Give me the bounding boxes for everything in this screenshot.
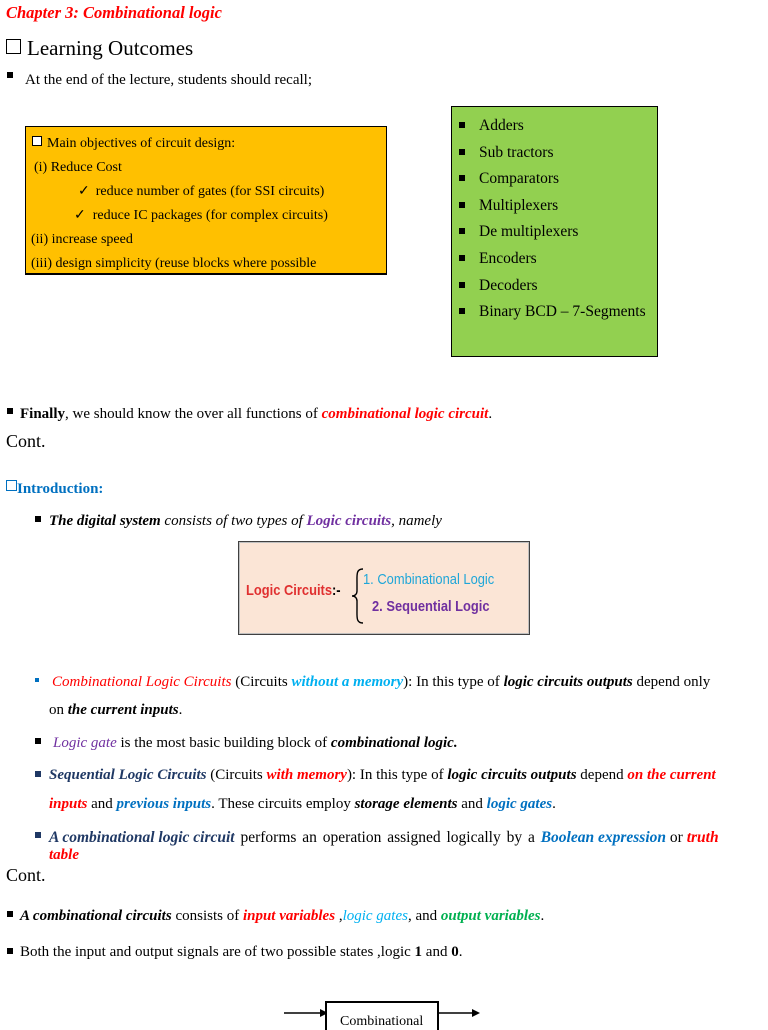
objective-reduce-cost: (i) Reduce Cost (34, 160, 122, 175)
bullet-icon (459, 282, 465, 288)
digital-system-text: The digital system consists of two types of Logic circuits, namely (49, 513, 442, 529)
objectives-box (25, 126, 387, 275)
topic-item: Decoders (479, 277, 538, 295)
topic-item: Multiplexers (479, 197, 558, 215)
clc-line-1: Combinational Logic Circuits (Circuits without a memory): In this type of logic circuits outputs depend only (52, 674, 711, 690)
checkbox-square-icon (6, 39, 21, 54)
checkmark-icon: ✓ (74, 208, 86, 223)
bullet-icon (459, 175, 465, 181)
logic-item-combinational: 1. Combinational Logic (363, 571, 495, 588)
signals-line: Both the input and output signals are of two possible states ,logic 1 and 0. (20, 944, 463, 960)
checkbox-square-icon (32, 136, 42, 146)
topic-item: Sub tractors (479, 144, 553, 162)
bullet-icon (459, 149, 465, 155)
bullet-icon (35, 738, 41, 744)
consists-line: A combinational circuits consists of input variables ,logic gates, and output variables. (20, 908, 545, 924)
bullet-icon (7, 948, 13, 954)
clipped-text-fragment: table (49, 847, 79, 863)
introduction-heading: Introduction: (6, 480, 103, 498)
slc-line-2: inputs and previous inputs. These circuits employ storage elements and logic gates. (49, 796, 556, 812)
chapter-title: Chapter 3: Combinational logic (6, 3, 222, 22)
checkbox-square-icon (6, 480, 17, 491)
objective-speed: (ii) increase speed (31, 232, 133, 247)
clc-line-2: on the current inputs. (49, 702, 183, 718)
intro-text: At the end of the lecture, students should recall; (25, 72, 312, 88)
bullet-icon (459, 308, 465, 314)
bullet-icon (459, 255, 465, 261)
cont-label-2: Cont. (6, 865, 46, 885)
bullet-icon (459, 122, 465, 128)
objective-simplicity: (iii) design simplicity (reuse blocks where possible (31, 256, 317, 271)
topic-item: Encoders (479, 250, 537, 268)
checkmark-icon: ✓ (78, 184, 90, 199)
objective-check-1: ✓ reduce number of gates (for SSI circuits) (78, 184, 325, 199)
bullet-icon (35, 832, 41, 838)
bullet-icon (459, 202, 465, 208)
slc-line-1: Sequential Logic Circuits (Circuits with memory): In this type of logic circuits outputs depend on the current (49, 767, 716, 783)
bullet-icon (35, 771, 41, 777)
topic-item: De multiplexers (479, 223, 578, 241)
learning-outcomes-heading: Learning Outcomes (6, 36, 193, 61)
acl-line-1: A combinational logic circuit performs an operation assigned logically by a Boolean expression or truth (49, 829, 719, 846)
topic-item: Binary BCD – 7-Segments (479, 303, 646, 321)
bullet-icon (35, 516, 41, 522)
topics-box (451, 106, 658, 357)
objective-check-2: ✓ reduce IC packages (for complex circuits) (74, 208, 328, 223)
combinational-block-label: Combinational (340, 1014, 424, 1029)
topic-item: Adders (479, 117, 524, 135)
bullet-icon (7, 72, 13, 78)
logic-circuits-label: Logic Circuits:- (246, 582, 341, 599)
bullet-icon (7, 911, 13, 917)
logic-circuits-figure (238, 541, 530, 635)
bullet-icon (7, 408, 13, 414)
objectives-title: Main objectives of circuit design: (32, 132, 235, 156)
finally-text: Finally, we should know the over all functions of combinational logic circuit. (20, 406, 493, 422)
bullet-icon (459, 228, 465, 234)
logic-item-sequential: 2. Sequential Logic (372, 598, 490, 615)
cont-label: Cont. (6, 431, 46, 451)
logic-gate-line: Logic gate is the most basic building block of combinational logic. (53, 735, 458, 751)
topic-item: Comparators (479, 170, 559, 188)
bullet-icon (35, 678, 39, 682)
